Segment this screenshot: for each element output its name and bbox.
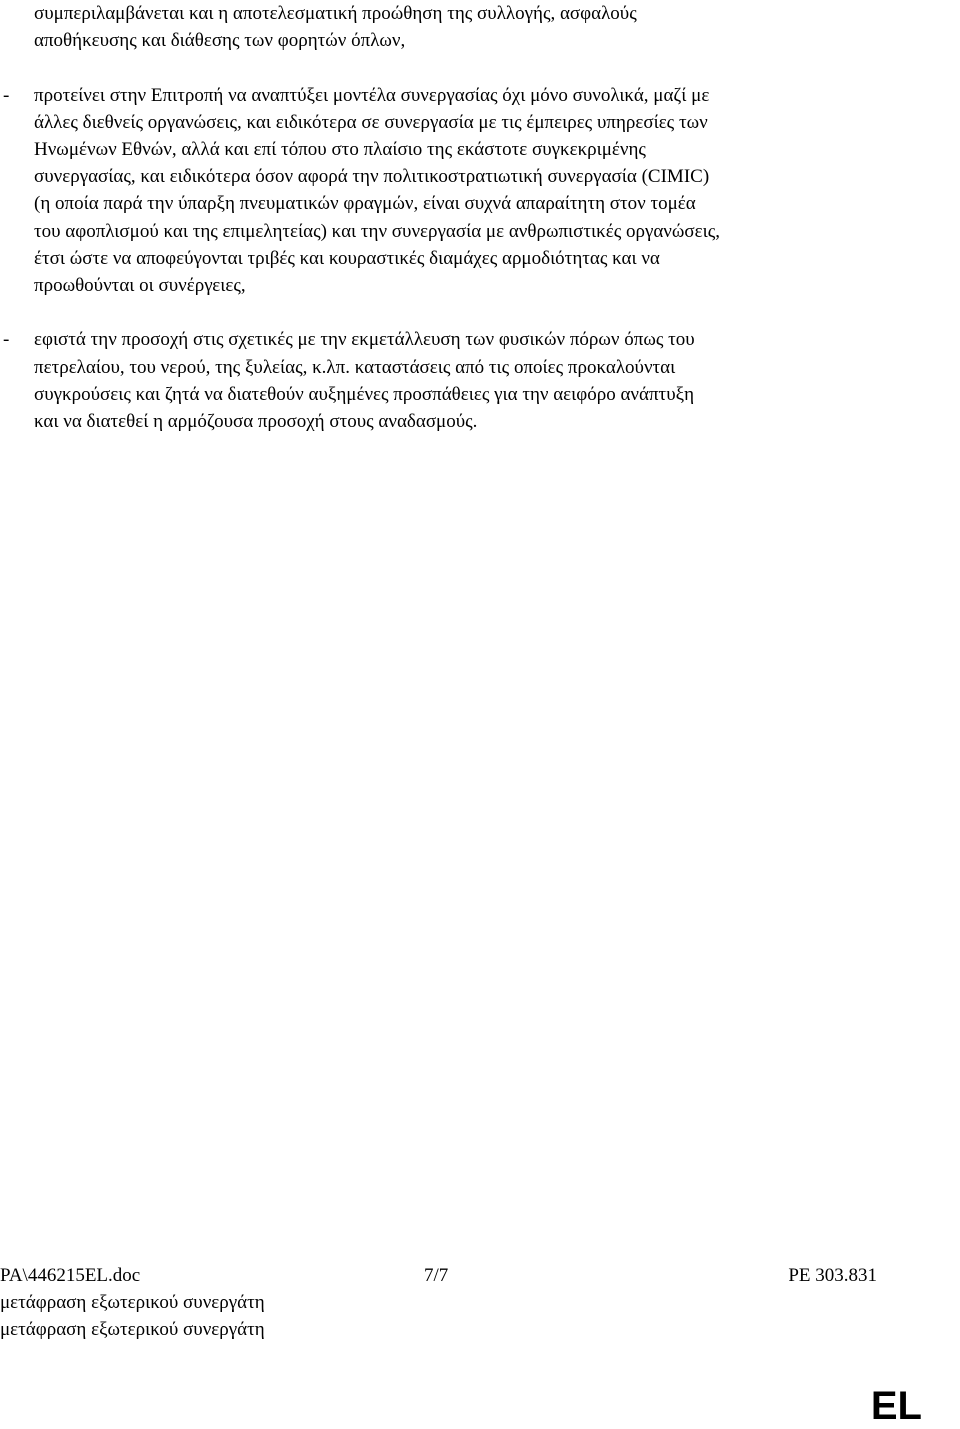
text-line: εφιστά την προσοχή στις σχετικές με την εκμετάλλευση των φυσικών πόρων όπως του [34, 329, 695, 351]
translator-note: μετάφραση εξωτερικού συνεργάτη [0, 1319, 265, 1340]
text-line: του αφοπλισμού και της επιμελητείας) και την συνεργασία με ανθρωπιστικές οργανώσεις, [34, 220, 721, 242]
text-line: προτείνει στην Επιτροπή να αναπτύξει μοντέλα συνεργασίας όχι μόνο συνολικά, μαζί με [34, 84, 710, 106]
list-bullet: - [3, 84, 10, 106]
text-line: Ηνωμένων Εθνών, αλλά και επί τόπου στο πλαίσιο της εκάστοτε συγκεκριμένης [34, 139, 646, 160]
text-line: συμπεριλαμβάνεται και η αποτελεσματική προώθηση της συλλογής, ασφαλούς [34, 3, 637, 24]
text-line: πετρελαίου, του νερού, της ξυλείας, κ.λπ. καταστάσεις από τις οποίες προκαλούνται [34, 356, 676, 378]
text-line: αποθήκευσης και διάθεσης των φορητών όπλων, [34, 30, 406, 52]
text-line: (η οποία παρά την ύπαρξη πνευματικών φραγμών, είναι συχνά απαραίτητη στον τομέα [34, 193, 696, 215]
intro-paragraph [34, 0, 914, 54]
footer-translator-row [0, 1316, 960, 1343]
page-number: 7/7 [424, 1265, 449, 1286]
text-line: έτσι ώστε να αποφεύγονται τριβές και κουραστικές διαμάχες αρμοδιότητας και να [34, 247, 660, 269]
page-footer [0, 1262, 960, 1343]
language-code: EL [870, 1384, 922, 1428]
paragraph-gap [34, 299, 914, 326]
document-body [3, 0, 914, 435]
footer-translator-row [0, 1289, 960, 1316]
pe-reference: PE 303.831 [788, 1265, 877, 1286]
text-line: προωθούνται οι συνέργειες, [34, 275, 246, 297]
list-item-cooperation [3, 82, 914, 300]
text-line: συγκρούσεις και ζητά να διατεθούν αυξημένες προσπάθειες για την αειφόρο ανάπτυξη [34, 383, 695, 405]
text-line: άλλες διεθνείς οργανώσεις, και ειδικότερα σε συνεργασία με τις έμπειρες υπηρεσίες των [34, 111, 708, 133]
list-bullet: - [3, 329, 10, 351]
footer-reference-row [0, 1262, 960, 1289]
document-reference: PA\446215EL.doc [0, 1265, 141, 1286]
text-line: συνεργασίας, και ειδικότερα όσον αφορά την πολιτικοστρατιωτική συνεργασία (CIMIC) [34, 166, 710, 188]
paragraph-gap [34, 54, 914, 81]
text-line: και να διατεθεί η αρμόζουσα προσοχή στους αναδασμούς. [34, 411, 478, 433]
translator-note: μετάφραση εξωτερικού συνεργάτη [0, 1292, 265, 1313]
list-item-natural-resources [3, 326, 914, 435]
